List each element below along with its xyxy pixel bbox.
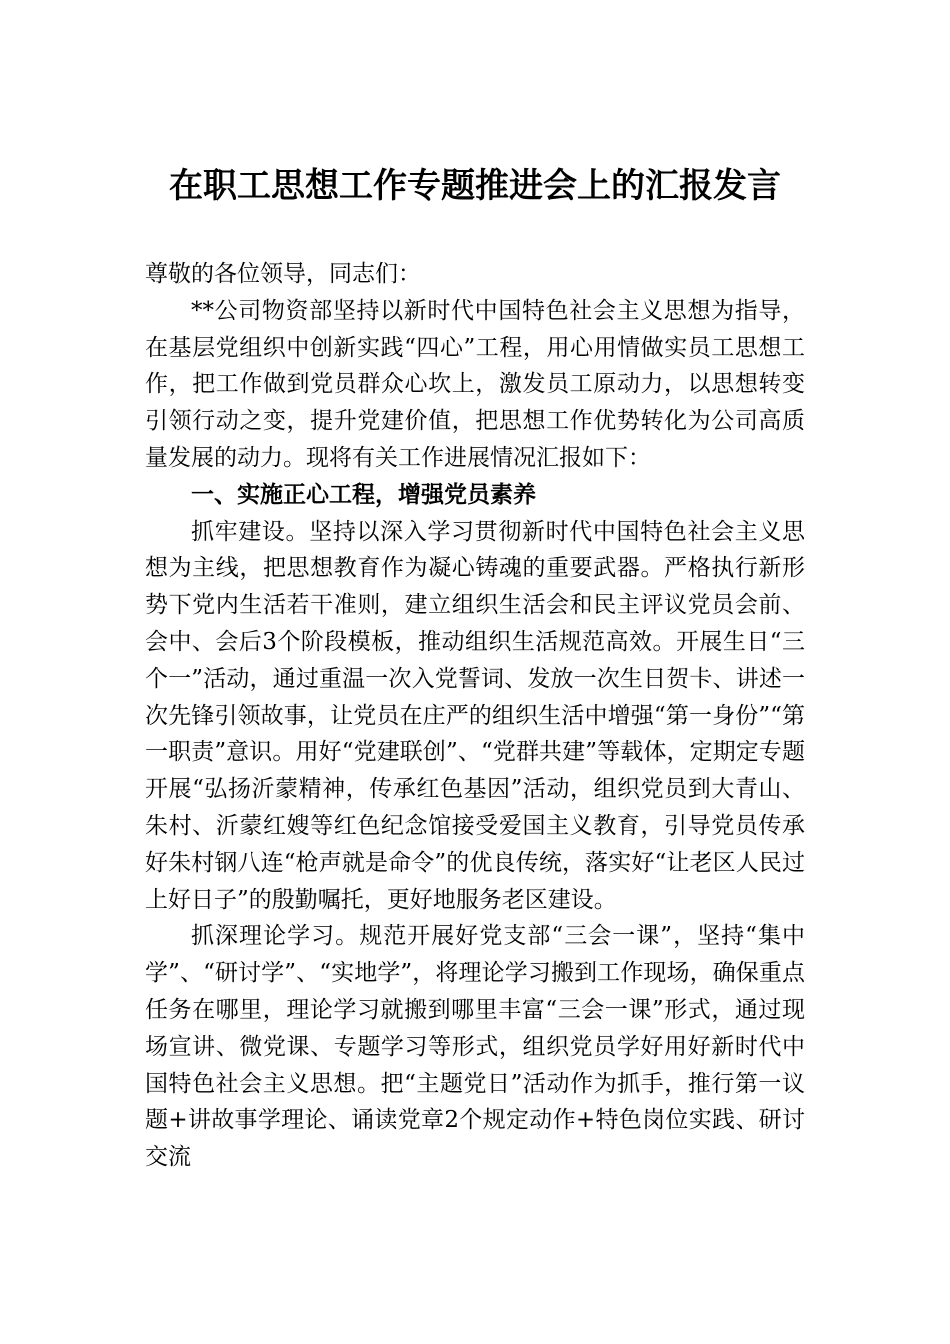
- section-heading-1: 一、实施正心工程，增强党员素养: [191, 481, 536, 508]
- body-paragraph-1: 抓牢建设。坚持以深入学习贯彻新时代中国特色社会主义思想为主线，把思想教育作为凝心铸魂的重要武器。严格执行新形势下党内生活若干准则，建立组织生活会和民主评议党员会前、会中、会后3个阶段模板，推动组织生活规范高效。开展生日“三个一”活动，通过重温一次入党誓词、发放一次生日贺卡、讲述一次先锋引领故事，让党员在庄严的组织生活中增强“第一身份”“第一职责”意识。用好“党建联创”、“党群共建”等载体，定期定专题开展“弘扬沂蒙精神，传承红色基因”活动，组织党员到大青山、朱村、沂蒙红嫂等红色纪念馆接受爱国主义教育，引导党员传承好朱村钢八连“枪声就是命令”的优良传统，落实好“让老区人民过上好日子”的殷勤嘱托，更好地服务老区建设。: [145, 518, 805, 913]
- document-body: [145, 256, 805, 1176]
- body-paragraph-2: 抓深理论学习。规范开展好党支部“三会一课”，坚持“集中学”、“研讨学”、“实地学”，将理论学习搬到工作现场，确保重点任务在哪里，理论学习就搬到哪里丰富“三会一课”形式，通过现场宣讲、微党课、专题学习等形式，组织党员学好用好新时代中国特色社会主义思想。把“主题党日”活动作为抓手，推行第一议题+讲故事学理论、诵读党章2个规定动作+特色岗位实践、研讨交流: [145, 923, 805, 1171]
- intro-paragraph: **公司物资部坚持以新时代中国特色社会主义思想为指导，在基层党组织中创新实践“四心”工程，用心用情做实员工思想工作，把工作做到党员群众心坎上，激发员工原动力，以思想转变引领行动之变，提升党建价值，把思想工作优势转化为公司高质量发展的动力。现将有关工作进展情况汇报如下：: [145, 297, 805, 471]
- salutation: 尊敬的各位领导，同志们：: [145, 261, 421, 287]
- document-title: 在职工思想工作专题推进会上的汇报发言: [169, 166, 781, 206]
